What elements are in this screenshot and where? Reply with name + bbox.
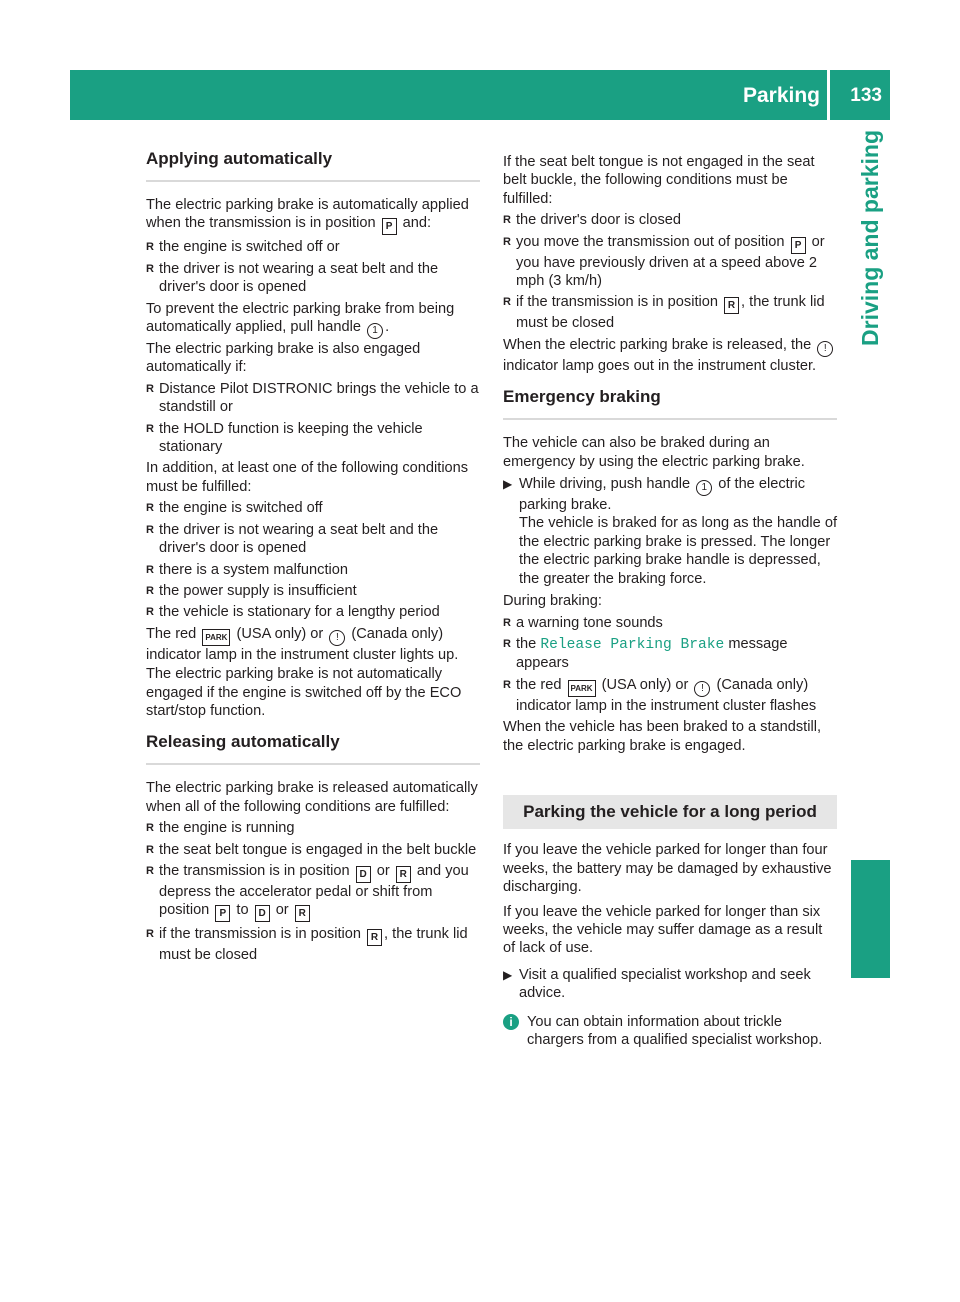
gear-d-key: D (356, 866, 371, 883)
side-tab-block (851, 860, 890, 978)
list-item: R the Release Parking Brake message appears (503, 635, 837, 673)
header-title: Parking (742, 84, 820, 107)
paragraph: In addition, at least one of the following conditions must be fulfilled: (146, 460, 469, 495)
page-header (70, 70, 890, 120)
list-item: R the engine is switched off or (146, 238, 480, 256)
park-indicator-icon: PARK (202, 629, 230, 646)
info-note: i You can obtain information about trickle chargers from a qualified specialist workshop. (503, 1013, 837, 1050)
paragraph: When the vehicle has been braked to a standstill, the electric parking brake is engaged. (503, 719, 822, 754)
instruction-step: ▶ While driving, push handle 1 of the electric parking brake. The vehicle is braked for as long as the handle of the electric parking brake is pressed. The longer the electric parking brake handle is depressed, the greater the braking force. (503, 476, 838, 587)
bullet-list (146, 238, 480, 296)
heading-rule (146, 763, 480, 765)
bullet-list (146, 819, 480, 965)
parking-brake-indicator-icon: ! (329, 630, 345, 646)
paragraph: The electric parking brake is automatically applied when the transmission is in position P and: (146, 196, 480, 235)
paragraph: When the electric parking brake is released, the ! indicator lamp goes out in the instrument cluster. (503, 336, 837, 375)
arrow-icon: ▶ (503, 967, 513, 982)
arrow-icon: ▶ (503, 477, 513, 492)
header-divider (827, 70, 830, 120)
step-result: The vehicle is braked for as long as the handle of the electric parking brake is pressed. The longer the electric parking brake handle is depressed, the greater the braking force. (519, 515, 838, 587)
heading-rule (146, 180, 480, 182)
list-item: R the power supply is insufficient (146, 582, 480, 600)
gear-p-key: P (382, 218, 397, 235)
list-item: R the transmission is in position D or R and you depress the accelerator pedal or shift from position P to D or R (146, 862, 480, 922)
left-column (146, 148, 480, 968)
list-item: R there is a system malfunction (146, 561, 480, 579)
paragraph: To prevent the electric parking brake from being automatically applied, pull handle 1 . (146, 300, 480, 339)
bullet-list (503, 614, 837, 716)
paragraph: The red PARK (USA only) or ! (Canada only) indicator lamp in the instrument cluster lights up. (146, 625, 459, 663)
handle-number-icon: 1 (696, 480, 712, 496)
list-item: R the red PARK (USA only) or ! (Canada only) indicator lamp in the instrument cluster flashes (503, 676, 837, 715)
paragraph: The vehicle can also be braked during an emergency by using the electric parking brake. (503, 435, 805, 470)
gear-r-key: R (295, 905, 310, 922)
list-item: R the vehicle is stationary for a lengthy period (146, 603, 480, 621)
gear-d-key: D (255, 905, 270, 922)
list-item: R you move the transmission out of position P or you have previously driven at a speed above 2 mph (3 km/h) (503, 233, 837, 291)
side-tab (851, 130, 890, 426)
list-item: R the seat belt tongue is engaged in the belt buckle (146, 841, 480, 859)
list-item: R if the transmission is in position R , the trunk lid must be closed (146, 925, 480, 964)
list-item: R the engine is running (146, 819, 480, 837)
gear-r-key: R (367, 929, 382, 946)
paragraph: The electric parking brake is also engaged automatically if: (146, 341, 421, 376)
list-item: R the engine is switched off (146, 499, 480, 517)
handle-number-icon: 1 (367, 323, 383, 339)
right-column (503, 153, 837, 1049)
heading-emergency: Emergency braking (503, 387, 661, 407)
list-item: R the driver is not wearing a seat belt and the driver's door is opened (146, 260, 480, 297)
list-item: R if the transmission is in position R , the trunk lid must be closed (503, 293, 837, 332)
paragraph: During braking: (503, 593, 602, 610)
parking-brake-indicator-icon: ! (817, 341, 833, 357)
list-item: R the driver is not wearing a seat belt and the driver's door is opened (146, 521, 480, 558)
parking-brake-indicator-icon: ! (694, 681, 710, 697)
section-banner: Parking the vehicle for a long period (503, 795, 837, 829)
instruction-step: ▶ Visit a qualified specialist workshop and seek advice. (503, 966, 811, 1002)
list-item: R the HOLD function is keeping the vehicle stationary (146, 420, 480, 457)
list-item: R the driver's door is closed (503, 211, 837, 229)
paragraph: If you leave the vehicle parked for longer than four weeks, the battery may be damaged by exhaustive discharging. (503, 842, 832, 896)
bullet-list (503, 211, 837, 333)
list-item: R a warning tone sounds (503, 614, 837, 632)
display-message: Release Parking Brake (540, 636, 725, 653)
gear-r-key: R (724, 297, 739, 314)
page-number: 133 (850, 85, 882, 106)
paragraph: If the seat belt tongue is not engaged in the seat belt buckle, the following conditions must be fulfilled: (503, 154, 815, 207)
heading-applying: Applying automatically (146, 149, 333, 168)
gear-r-key: R (396, 866, 411, 883)
park-indicator-icon: PARK (568, 680, 596, 697)
paragraph: The electric parking brake is released automatically when all of the following conditions are fulfilled: (146, 780, 478, 815)
list-item: R Distance Pilot DISTRONIC brings the vehicle to a standstill or (146, 380, 480, 417)
side-tab-label: Driving and parking (857, 130, 883, 346)
heading-releasing: Releasing automatically (146, 732, 340, 752)
bullet-list (146, 380, 480, 457)
heading-rule (503, 418, 837, 420)
gear-p-key: P (215, 905, 230, 922)
paragraph: If you leave the vehicle parked for longer than six weeks, the vehicle may suffer damage as a result of lack of use. (503, 903, 823, 957)
paragraph: The electric parking brake is not automatically engaged if the engine is switched off by the ECO start/stop function. (146, 666, 462, 719)
bullet-list (146, 499, 480, 621)
gear-p-key: P (791, 237, 806, 254)
info-icon: i (503, 1014, 519, 1030)
